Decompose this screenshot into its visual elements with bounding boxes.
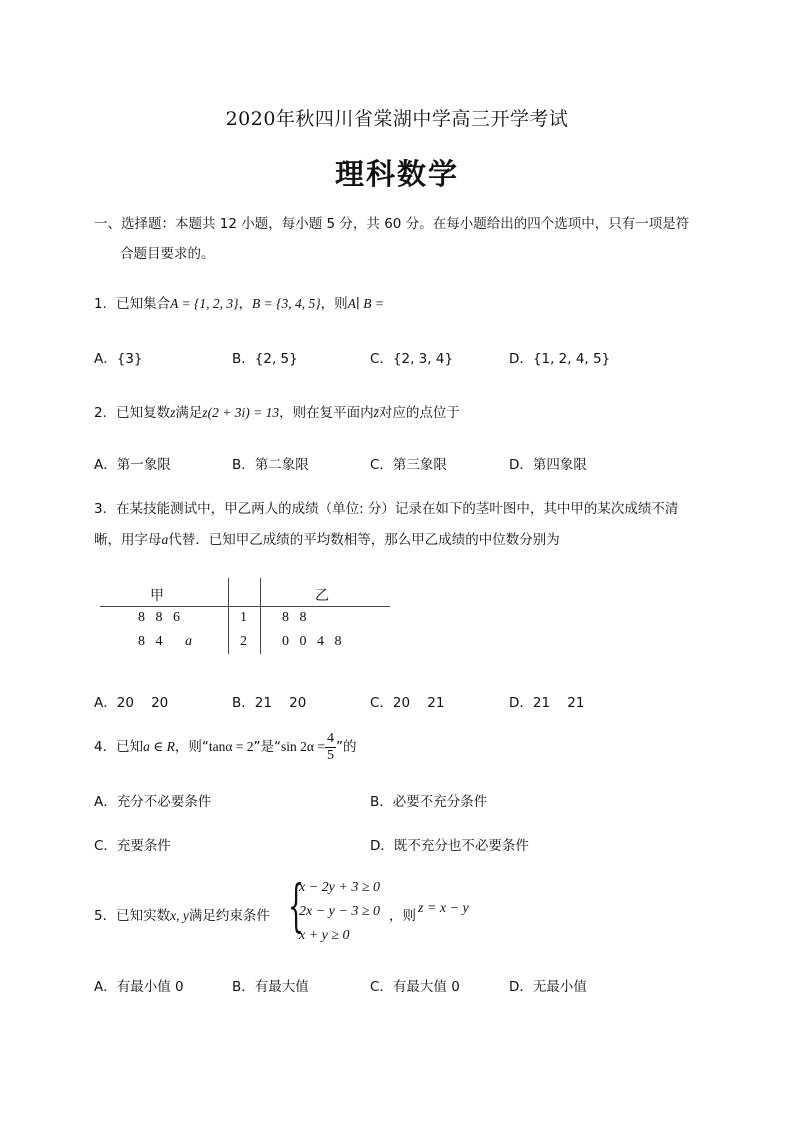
stem-leaf-plot: [100, 578, 392, 656]
q4-mid2: ”是“: [253, 739, 282, 755]
q4-fraction: [325, 731, 336, 764]
stem-leaf-row1-left: 8 8 6: [138, 610, 180, 625]
q2-option-c: C．第三象限: [370, 457, 447, 473]
q2-conjugate: z̄: [373, 405, 379, 420]
stem-leaf-left-header: 甲: [150, 589, 164, 604]
q1-option-c: C．{2, 3, 4}: [370, 351, 454, 367]
q3-line2b: 代替．已知甲乙成绩的平均数相等，那么甲乙成绩的中位数分别为: [168, 532, 560, 548]
q4-p: tanα = 2: [208, 739, 254, 754]
q1-option-b: B．{2, 5}: [232, 351, 298, 367]
q1-option-d: D．{1, 2, 4, 5}: [509, 351, 611, 367]
q5-brace: {: [288, 874, 305, 939]
q2-var: z: [170, 405, 176, 420]
question-3-line2: [94, 528, 560, 548]
question-3-line1: 3．在某技能测试中，甲乙两人的成绩（单位: 分）记录在如下的茎叶图中，其中甲的某次成绩不清: [94, 501, 679, 517]
q4-condition: a ∈ R: [143, 739, 175, 754]
q1-set-b: B = {3, 4, 5}: [252, 296, 321, 311]
stem-leaf-right-header: 乙: [315, 589, 329, 604]
q4-mid: ，则“: [174, 739, 209, 755]
q3-line2a: 晰，用字母: [94, 532, 162, 548]
q3-option-b: B．21 20: [232, 695, 307, 711]
stem-leaf-header-rule: [100, 606, 390, 607]
section-heading-line2: 合题目要求的。: [120, 246, 215, 262]
q3-option-a: A．20 20: [94, 695, 169, 711]
q4-option-a: A．充分不必要条件: [94, 794, 212, 810]
q4-option-c: C．充要条件: [94, 838, 171, 854]
q2-prefix: 2．已知复数: [94, 405, 171, 421]
q5-constraint-system: [299, 876, 380, 948]
section-heading-line1: 一、选择题：本题共 12 小题，每小题 5 分，共 60 分。在每小题给出的四个选项中，只有一项是符: [94, 216, 690, 232]
stem-leaf-row2-left: 8 4: [138, 634, 163, 649]
q1-prefix: 1．已知集合: [94, 296, 171, 312]
question-2: [94, 401, 460, 421]
q2-end: 对应的点位于: [378, 405, 460, 421]
q4-fraction-denominator: 5: [326, 747, 334, 763]
q5-prefix: 5．已知实数: [94, 908, 171, 924]
q2-option-a: A．第一象限: [94, 457, 171, 473]
question-4: [94, 730, 356, 764]
q1-expression: A∣ B =: [347, 296, 384, 311]
q5-sep: ，则: [389, 908, 416, 924]
exam-title: 2020年秋四川省棠湖中学高三开学考试: [225, 108, 569, 130]
stem-leaf-row2-stem: 2: [240, 634, 247, 649]
q2-equation: z(2 + 3i) = 13: [202, 405, 280, 420]
q5-mid: 满足约束条件: [188, 908, 270, 924]
q4-option-d: D．既不充分也不必要条件: [370, 838, 529, 854]
q5-option-a: A．有最小值 0: [94, 979, 184, 995]
stem-leaf-divider-left: [228, 578, 229, 654]
stem-leaf-divider-right: [260, 578, 261, 654]
subject-title: 理科数学: [334, 157, 459, 191]
q3-var: a: [161, 532, 169, 547]
q1-sep: ，: [238, 296, 253, 312]
q5-constraint-3: x + y ≥ 0: [299, 928, 350, 943]
q3-option-c: C．20 21: [370, 695, 445, 711]
q5-option-c: C．有最大值 0: [370, 979, 460, 995]
q1-set-a: A = {1, 2, 3}: [170, 296, 239, 311]
q5-text-left: [94, 904, 270, 924]
q5-option-d: D．无最小值: [509, 979, 587, 995]
q5-objective: z = x − y: [418, 901, 469, 916]
q4-end: ”的: [335, 739, 357, 755]
q5-constraint-1: x − 2y + 3 ≥ 0: [299, 880, 381, 895]
question-1: [94, 292, 384, 312]
q5-vars: x, y: [170, 908, 189, 923]
q2-mid: 满足: [175, 405, 203, 421]
q5-option-b: B．有最大值: [232, 979, 309, 995]
q4-option-b: B．必要不充分条件: [370, 794, 488, 810]
q4-q: sin 2α =: [281, 739, 325, 754]
q5-constraint-2: 2x − y − 3 ≥ 0: [299, 904, 381, 919]
stem-leaf-row1-right: 8 8: [282, 610, 307, 625]
q2-option-d: D．第四象限: [509, 457, 587, 473]
q1-option-a: A．{3}: [94, 351, 143, 367]
q2-option-b: B．第二象限: [232, 457, 309, 473]
q1-suffix: ，则: [320, 296, 348, 312]
stem-leaf-row1-stem: 1: [240, 610, 247, 625]
q3-option-d: D．21 21: [509, 695, 585, 711]
stem-leaf-row2-left-var: a: [185, 634, 192, 649]
q2-suffix: ，则在复平面内: [279, 405, 374, 421]
q4-fraction-numerator: 4: [326, 730, 334, 746]
q4-prefix: 4．已知: [94, 739, 144, 755]
stem-leaf-row2-right: 0 0 4 8: [282, 634, 342, 649]
